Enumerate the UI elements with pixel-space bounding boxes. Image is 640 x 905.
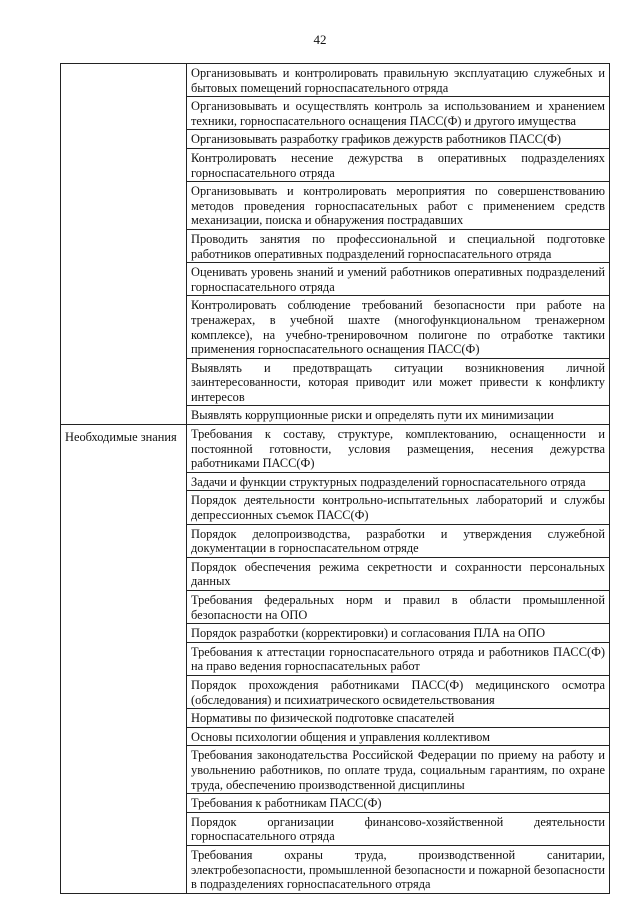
section-label: Необходимые знания [65, 430, 177, 445]
section-label-cell [61, 64, 187, 425]
item-cell [187, 746, 610, 794]
section-label-cell [61, 425, 187, 894]
item-text: Требования охраны труда, производственной санитарии, электробезопасности, промышленной безопасности и пожарной безопасности в подразделениях горноспасательного отряда [191, 847, 605, 892]
item-text: Порядок деятельности контрольно-испытательных лабораторий и службы депрессионных съемок ПАСС(Ф) [191, 493, 605, 523]
item-text: Контролировать несение дежурства в оперативных подразделениях горноспасательного отряда [191, 150, 605, 180]
item-text: Нормативы по физической подготовке спасателей [191, 711, 455, 726]
item-cell [187, 358, 610, 406]
item-cell [187, 296, 610, 358]
competency-table [60, 63, 610, 894]
item-cell [187, 472, 610, 491]
item-cell [187, 557, 610, 590]
item-text: Порядок организации финансово-хозяйственной деятельности горноспасательного отряда [191, 814, 605, 844]
item-cell [187, 727, 610, 746]
item-text: Требования к составу, структуре, комплектованию, оснащенности и постоянной готовности, условия размещения, несения дежурства работниками ПАСС(Ф) [191, 427, 605, 471]
item-text: Порядок разработки (корректировки) и согласования ПЛА на ОПО [191, 626, 546, 641]
item-text: Требования к работникам ПАСС(Ф) [191, 796, 382, 811]
page-number: 42 [313, 32, 327, 47]
section-label [65, 64, 182, 69]
item-cell [187, 97, 610, 130]
item-cell [187, 794, 610, 813]
item-text: Основы психологии общения и управления коллективом [191, 729, 490, 744]
item-cell [187, 491, 610, 524]
item-cell [187, 130, 610, 149]
item-cell [187, 229, 610, 262]
item-text: Контролировать соблюдение требований безопасности при работе на тренажерах, в учебной шахте (многофункциональном тренажерном комплексе), на учебно-тренировочном полигоне по отработке тактики применения горноспасательного оснащения ПАСС(Ф) [191, 298, 605, 357]
item-cell [187, 524, 610, 557]
item-text: Требования федеральных норм и правил в области промышленной безопасности на ОПО [191, 593, 605, 622]
item-cell [187, 591, 610, 624]
item-cell [187, 675, 610, 708]
item-text: Порядок делопроизводства, разработки и утверждения служебной документации в горноспасательном отряде [191, 526, 605, 556]
item-cell [187, 812, 610, 845]
table-row [61, 425, 610, 473]
item-text: Требования к аттестации горноспасательного отряда и работников ПАСС(Ф) на право ведения горноспасательных работ [191, 644, 605, 674]
item-cell [187, 624, 610, 643]
item-cell [187, 709, 610, 728]
item-text: Порядок прохождения работниками ПАСС(Ф) медицинского осмотра (обследования) и психиатрического освидетельствования [191, 677, 605, 707]
item-text: Организовывать и осуществлять контроль за использованием и хранением техники, горноспасательного оснащения ПАСС(Ф) и другого имущества [191, 99, 605, 128]
item-text: Требования законодательства Российской Федерации по приему на работу и увольнению работников, по оплате труда, социальным гарантиям, по охране труда, обеспечению производственной дисциплины [191, 748, 605, 792]
item-cell [187, 263, 610, 296]
item-cell [187, 425, 610, 473]
item-cell [187, 64, 610, 97]
item-cell [187, 642, 610, 675]
item-cell [187, 148, 610, 181]
item-text: Организовывать и контролировать мероприятия по совершенствованию методов проведения горноспасательных работ с применением средств механизации, поиска и обнаружения пострадавших [191, 184, 605, 228]
item-text: Проводить занятия по профессиональной и специальной подготовке работников оперативных подразделений горноспасательного отряда [191, 231, 605, 261]
table-row [61, 64, 610, 97]
item-text: Организовывать и контролировать правильную эксплуатацию служебных и бытовых помещений горноспасательного отряда [191, 66, 605, 95]
item-text: Задачи и функции структурных подразделений горноспасательного отряда [191, 474, 586, 489]
item-text: Выявлять и предотвращать ситуации возникновения личной заинтересованности, которая приводит или может привести к конфликту интересов [191, 360, 605, 404]
item-text: Организовывать разработку графиков дежурств работников ПАСС(Ф) [191, 132, 562, 147]
item-cell [187, 406, 610, 425]
item-cell [187, 845, 610, 893]
item-cell [187, 182, 610, 230]
item-text: Порядок обеспечения режима секретности и сохранности персональных данных [191, 559, 605, 589]
item-text: Выявлять коррупционные риски и определять пути их минимизации [191, 408, 554, 423]
item-text: Оценивать уровень знаний и умений работников оперативных подразделений горноспасательного отряда [191, 265, 605, 294]
